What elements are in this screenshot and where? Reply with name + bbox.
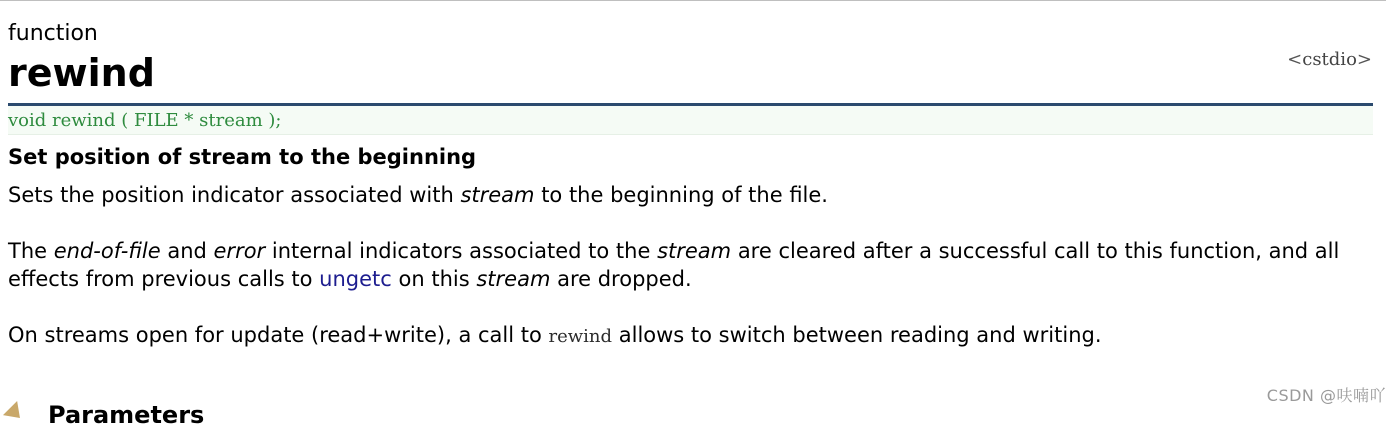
watermark: CSDN @呋喃吖	[1266, 386, 1386, 405]
description-paragraph-2	[8, 237, 1378, 293]
text: on this	[391, 267, 477, 291]
text: Sets the position indicator associated with	[8, 183, 461, 207]
section-arrow-icon	[3, 401, 27, 425]
text: The	[8, 239, 54, 263]
section-title: Parameters	[48, 401, 205, 429]
page-title: rewind	[8, 51, 155, 95]
param-ref: stream	[476, 267, 551, 291]
text: internal indicators associated to the	[265, 239, 658, 263]
entry-kind: function	[8, 21, 98, 46]
text: are cleared after a successful call to this function, and all effects from previous calls to	[8, 239, 1340, 291]
text: allows to switch between reading and writing.	[612, 323, 1102, 347]
term-error: error	[213, 239, 266, 263]
text: On streams open for update (read+write), a call to	[8, 323, 549, 347]
ungetc-link[interactable]: ungetc	[319, 267, 392, 291]
function-summary: Set position of stream to the beginning	[8, 145, 477, 169]
top-divider	[0, 0, 1386, 1]
text: are dropped.	[550, 267, 692, 291]
angle-left: <	[1287, 49, 1303, 70]
library-name: cstdio	[1302, 49, 1357, 70]
angle-right: >	[1356, 49, 1372, 70]
header-library-link[interactable]	[1287, 47, 1372, 73]
term-eof: end-of-file	[53, 239, 161, 263]
text: to the beginning of the file.	[534, 183, 828, 207]
description-paragraph-1	[8, 181, 1378, 209]
param-ref: stream	[657, 239, 732, 263]
description-paragraph-3	[8, 321, 1378, 351]
text: and	[160, 239, 214, 263]
function-prototype: void rewind ( FILE * stream );	[8, 110, 282, 131]
inline-code: rewind	[548, 326, 613, 347]
param-ref: stream	[460, 183, 535, 207]
